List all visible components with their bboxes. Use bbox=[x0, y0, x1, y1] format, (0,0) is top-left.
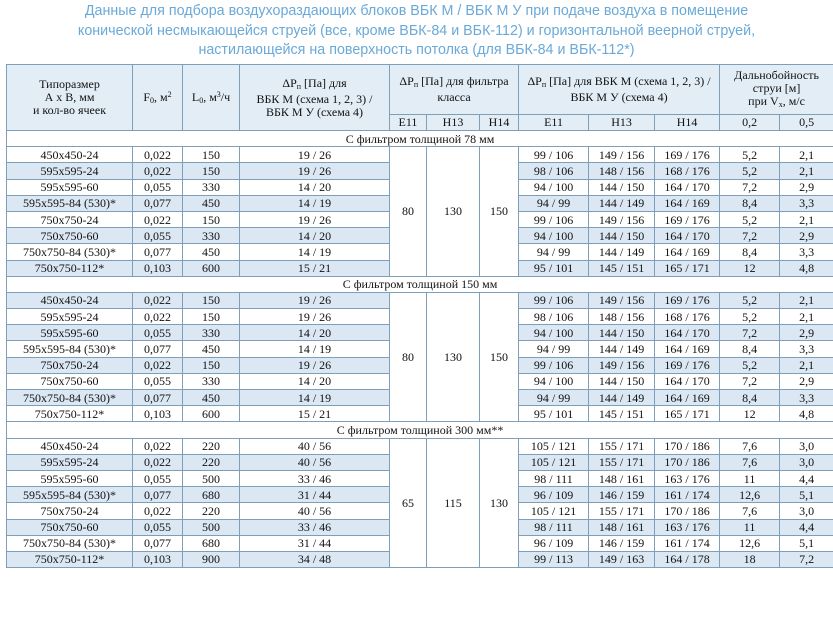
cell-throw-05: 3,0 bbox=[780, 438, 833, 454]
cell-filter-h13: 130 bbox=[427, 147, 480, 277]
cell-size: 750х750-24 bbox=[7, 211, 133, 227]
cell-dp: 14 / 19 bbox=[240, 244, 390, 260]
cell-total-e11: 99 / 106 bbox=[519, 147, 589, 163]
cell-total-e11: 98 / 106 bbox=[519, 163, 589, 179]
cell-total-h13: 155 / 171 bbox=[589, 438, 655, 454]
cell-f0: 0,022 bbox=[133, 163, 183, 179]
col-total-line-2: ВБК М У (схема 4) bbox=[570, 90, 668, 104]
cell-total-h14: 165 / 171 bbox=[655, 406, 720, 422]
cell-l0: 150 bbox=[183, 357, 240, 373]
cell-throw-02: 11 bbox=[720, 519, 780, 535]
cell-filter-h13: 130 bbox=[427, 292, 480, 422]
cell-total-h14: 168 / 176 bbox=[655, 163, 720, 179]
col-dp-header bbox=[240, 65, 390, 131]
cell-size: 450х450-24 bbox=[7, 147, 133, 163]
total-symbol: ΔP bbox=[527, 74, 542, 88]
cell-f0: 0,055 bbox=[133, 373, 183, 389]
cell-throw-05: 2,9 bbox=[780, 325, 833, 341]
cell-throw-05: 2,1 bbox=[780, 357, 833, 373]
col-l0-header bbox=[183, 65, 240, 131]
cell-size: 750х750-112* bbox=[7, 260, 133, 276]
section-header-row bbox=[7, 422, 833, 438]
cell-throw-05: 4,4 bbox=[780, 519, 833, 535]
cell-f0: 0,022 bbox=[133, 211, 183, 227]
cell-throw-05: 2,1 bbox=[780, 211, 833, 227]
cell-size: 750х750-24 bbox=[7, 503, 133, 519]
col-filter-e11: E11 bbox=[390, 115, 427, 131]
section-header-row bbox=[7, 131, 833, 147]
cell-total-h14: 165 / 171 bbox=[655, 260, 720, 276]
cell-l0: 450 bbox=[183, 244, 240, 260]
cell-throw-02: 7,6 bbox=[720, 503, 780, 519]
cell-throw-05: 7,2 bbox=[780, 551, 833, 567]
cell-size: 595х595-84 (530)* bbox=[7, 487, 133, 503]
cell-total-h14: 161 / 174 bbox=[655, 487, 720, 503]
cell-throw-05: 3,3 bbox=[780, 390, 833, 406]
cell-throw-02: 5,2 bbox=[720, 163, 780, 179]
cell-total-h13: 145 / 151 bbox=[589, 406, 655, 422]
col-size-line-2: А х В, мм bbox=[44, 90, 95, 104]
cell-throw-02: 7,2 bbox=[720, 325, 780, 341]
cell-total-e11: 99 / 113 bbox=[519, 551, 589, 567]
cell-dp: 14 / 20 bbox=[240, 228, 390, 244]
cell-f0: 0,022 bbox=[133, 454, 183, 470]
cell-dp: 14 / 19 bbox=[240, 390, 390, 406]
col-filter-line-2: класса bbox=[437, 90, 471, 104]
cell-f0: 0,077 bbox=[133, 195, 183, 211]
cell-throw-05: 4,4 bbox=[780, 470, 833, 486]
col-total-h14: H14 bbox=[655, 115, 720, 131]
throw-symbol: при V bbox=[748, 93, 779, 108]
cell-dp: 19 / 26 bbox=[240, 211, 390, 227]
cell-f0: 0,022 bbox=[133, 309, 183, 325]
cell-f0: 0,077 bbox=[133, 487, 183, 503]
cell-throw-05: 3,3 bbox=[780, 244, 833, 260]
cell-l0: 220 bbox=[183, 438, 240, 454]
cell-dp: 14 / 20 bbox=[240, 373, 390, 389]
col-throw-02: 0,2 bbox=[720, 115, 780, 131]
cell-size: 750х750-84 (530)* bbox=[7, 244, 133, 260]
cell-filter-h14: 150 bbox=[480, 147, 519, 277]
cell-total-h14: 163 / 176 bbox=[655, 519, 720, 535]
cell-throw-02: 5,2 bbox=[720, 357, 780, 373]
cell-throw-02: 18 bbox=[720, 551, 780, 567]
cell-dp: 40 / 56 bbox=[240, 454, 390, 470]
col-throw-line-2: струи [м] bbox=[752, 80, 801, 95]
col-dp-line-1 bbox=[240, 77, 389, 93]
cell-total-h14: 164 / 170 bbox=[655, 325, 720, 341]
cell-size: 750х750-112* bbox=[7, 551, 133, 567]
f0-symbol: F bbox=[143, 90, 151, 104]
cell-throw-05: 2,1 bbox=[780, 147, 833, 163]
cell-total-h13: 149 / 156 bbox=[589, 147, 655, 163]
l0-symbol: L bbox=[191, 90, 200, 104]
cell-throw-02: 7,2 bbox=[720, 373, 780, 389]
col-throw-header bbox=[720, 65, 833, 115]
cell-size: 750х750-84 (530)* bbox=[7, 535, 133, 551]
cell-size: 595х595-84 (530)* bbox=[7, 195, 133, 211]
l0-tail: /ч bbox=[220, 90, 231, 104]
cell-l0: 600 bbox=[183, 260, 240, 276]
cell-total-e11: 98 / 111 bbox=[519, 470, 589, 486]
cell-f0: 0,055 bbox=[133, 228, 183, 244]
cell-total-h14: 169 / 176 bbox=[655, 357, 720, 373]
cell-throw-02: 12,6 bbox=[720, 487, 780, 503]
cell-total-h13: 144 / 149 bbox=[589, 341, 655, 357]
cell-size: 750х750-60 bbox=[7, 373, 133, 389]
cell-total-h14: 164 / 169 bbox=[655, 195, 720, 211]
cell-total-e11: 94 / 99 bbox=[519, 244, 589, 260]
cell-throw-05: 2,9 bbox=[780, 228, 833, 244]
cell-dp: 19 / 26 bbox=[240, 147, 390, 163]
cell-throw-02: 7,6 bbox=[720, 438, 780, 454]
col-size-line-1: Типоразмер bbox=[39, 77, 100, 91]
cell-total-h13: 155 / 171 bbox=[589, 503, 655, 519]
cell-size: 750х750-60 bbox=[7, 228, 133, 244]
cell-total-h13: 149 / 163 bbox=[589, 551, 655, 567]
throw-tail: , м/с bbox=[782, 93, 805, 108]
cell-total-h13: 148 / 156 bbox=[589, 309, 655, 325]
cell-total-h14: 164 / 169 bbox=[655, 341, 720, 357]
cell-f0: 0,022 bbox=[133, 503, 183, 519]
cell-size: 750х750-60 bbox=[7, 519, 133, 535]
cell-dp: 34 / 48 bbox=[240, 551, 390, 567]
cell-filter-h14: 130 bbox=[480, 438, 519, 568]
cell-total-e11: 94 / 100 bbox=[519, 179, 589, 195]
cell-l0: 330 bbox=[183, 373, 240, 389]
cell-total-h14: 169 / 176 bbox=[655, 147, 720, 163]
cell-f0: 0,103 bbox=[133, 260, 183, 276]
cell-total-h14: 170 / 186 bbox=[655, 438, 720, 454]
cell-total-e11: 94 / 100 bbox=[519, 325, 589, 341]
cell-throw-02: 5,2 bbox=[720, 147, 780, 163]
col-dp-line-2: ВБК М (схема 1, 2, 3) / bbox=[256, 91, 373, 106]
cell-l0: 150 bbox=[183, 211, 240, 227]
cell-l0: 600 bbox=[183, 406, 240, 422]
cell-l0: 220 bbox=[183, 454, 240, 470]
cell-total-e11: 94 / 100 bbox=[519, 373, 589, 389]
cell-throw-02: 8,4 bbox=[720, 341, 780, 357]
dp-tail: [Па] для bbox=[301, 75, 347, 90]
cell-dp: 19 / 26 bbox=[240, 357, 390, 373]
cell-l0: 150 bbox=[183, 147, 240, 163]
cell-f0: 0,103 bbox=[133, 551, 183, 567]
cell-l0: 500 bbox=[183, 519, 240, 535]
cell-throw-05: 4,8 bbox=[780, 406, 833, 422]
cell-f0: 0,055 bbox=[133, 179, 183, 195]
cell-size: 595х595-60 bbox=[7, 179, 133, 195]
cell-total-h14: 164 / 170 bbox=[655, 373, 720, 389]
cell-throw-05: 2,1 bbox=[780, 163, 833, 179]
cell-throw-05: 2,9 bbox=[780, 179, 833, 195]
page-title bbox=[0, 0, 833, 64]
cell-f0: 0,022 bbox=[133, 438, 183, 454]
cell-total-h14: 161 / 174 bbox=[655, 535, 720, 551]
cell-throw-02: 7,2 bbox=[720, 179, 780, 195]
cell-dp: 19 / 26 bbox=[240, 309, 390, 325]
table-row bbox=[7, 438, 833, 454]
filter-symbol: ΔP bbox=[399, 74, 414, 88]
cell-f0: 0,022 bbox=[133, 292, 183, 308]
l0-sup: 3 bbox=[216, 90, 221, 99]
cell-total-h13: 149 / 156 bbox=[589, 292, 655, 308]
cell-total-e11: 99 / 106 bbox=[519, 357, 589, 373]
col-throw-05: 0,5 bbox=[780, 115, 833, 131]
col-total-line-1 bbox=[519, 75, 719, 91]
cell-throw-05: 3,3 bbox=[780, 195, 833, 211]
dp-sub: п bbox=[296, 81, 302, 91]
cell-filter-h13: 115 bbox=[427, 438, 480, 568]
cell-total-h13: 148 / 161 bbox=[589, 519, 655, 535]
cell-dp: 14 / 19 bbox=[240, 195, 390, 211]
cell-throw-05: 4,8 bbox=[780, 260, 833, 276]
cell-filter-e11: 80 bbox=[390, 147, 427, 277]
cell-l0: 150 bbox=[183, 292, 240, 308]
cell-size: 750х750-24 bbox=[7, 357, 133, 373]
cell-f0: 0,055 bbox=[133, 325, 183, 341]
cell-l0: 150 bbox=[183, 309, 240, 325]
cell-throw-02: 5,2 bbox=[720, 309, 780, 325]
cell-total-e11: 94 / 99 bbox=[519, 195, 589, 211]
l0-unit: , м bbox=[203, 90, 217, 104]
cell-total-h14: 169 / 176 bbox=[655, 211, 720, 227]
cell-size: 595х595-84 (530)* bbox=[7, 341, 133, 357]
cell-size: 595х595-24 bbox=[7, 454, 133, 470]
cell-filter-h14: 150 bbox=[480, 292, 519, 422]
col-size-header bbox=[7, 65, 133, 131]
cell-total-e11: 96 / 109 bbox=[519, 487, 589, 503]
cell-total-h13: 144 / 150 bbox=[589, 373, 655, 389]
cell-l0: 680 bbox=[183, 535, 240, 551]
cell-dp: 40 / 56 bbox=[240, 503, 390, 519]
cell-throw-02: 5,2 bbox=[720, 292, 780, 308]
cell-total-h13: 144 / 150 bbox=[589, 179, 655, 195]
col-throw-line-3 bbox=[720, 95, 833, 111]
cell-size: 595х595-24 bbox=[7, 309, 133, 325]
cell-size: 595х595-24 bbox=[7, 163, 133, 179]
cell-total-h14: 164 / 169 bbox=[655, 244, 720, 260]
cell-size: 595х595-60 bbox=[7, 470, 133, 486]
cell-throw-05: 2,1 bbox=[780, 292, 833, 308]
cell-dp: 33 / 46 bbox=[240, 519, 390, 535]
cell-total-e11: 98 / 111 bbox=[519, 519, 589, 535]
cell-size: 750х750-84 (530)* bbox=[7, 390, 133, 406]
cell-total-h13: 144 / 149 bbox=[589, 244, 655, 260]
section-title: С фильтром толщиной 150 мм bbox=[7, 276, 833, 292]
section-title: С фильтром толщиной 78 мм bbox=[7, 131, 833, 147]
cell-throw-05: 5,1 bbox=[780, 487, 833, 503]
cell-throw-05: 3,0 bbox=[780, 454, 833, 470]
cell-f0: 0,103 bbox=[133, 406, 183, 422]
cell-total-e11: 94 / 99 bbox=[519, 390, 589, 406]
table-row bbox=[7, 292, 833, 308]
cell-throw-05: 3,0 bbox=[780, 503, 833, 519]
title-line-3: настилающейся на поверхность потолка (для ВБК-84 и ВБК-112*) bbox=[198, 42, 635, 58]
table-row bbox=[7, 147, 833, 163]
cell-total-h13: 146 / 159 bbox=[589, 535, 655, 551]
cell-total-h13: 145 / 151 bbox=[589, 260, 655, 276]
cell-dp: 31 / 44 bbox=[240, 535, 390, 551]
cell-total-e11: 98 / 106 bbox=[519, 309, 589, 325]
col-total-h13: H13 bbox=[589, 115, 655, 131]
col-size-line-3: и кол-во ячеек bbox=[32, 103, 107, 117]
cell-l0: 450 bbox=[183, 341, 240, 357]
cell-total-h13: 148 / 156 bbox=[589, 163, 655, 179]
cell-throw-02: 8,4 bbox=[720, 244, 780, 260]
cell-l0: 450 bbox=[183, 195, 240, 211]
cell-total-h13: 148 / 161 bbox=[589, 470, 655, 486]
cell-throw-02: 12 bbox=[720, 406, 780, 422]
cell-total-e11: 96 / 109 bbox=[519, 535, 589, 551]
cell-size: 595х595-60 bbox=[7, 325, 133, 341]
cell-dp: 15 / 21 bbox=[240, 260, 390, 276]
cell-throw-02: 5,2 bbox=[720, 211, 780, 227]
title-line-2: конической несмыкающейся струей (все, кроме ВБК-84 и ВБК-112) и горизонтальной веерной струей, bbox=[77, 22, 756, 39]
cell-total-h13: 144 / 150 bbox=[589, 228, 655, 244]
cell-l0: 220 bbox=[183, 503, 240, 519]
cell-total-h13: 155 / 171 bbox=[589, 454, 655, 470]
cell-l0: 900 bbox=[183, 551, 240, 567]
cell-total-h13: 149 / 156 bbox=[589, 211, 655, 227]
f0-unit: , м bbox=[154, 90, 168, 104]
cell-size: 750х750-112* bbox=[7, 406, 133, 422]
cell-filter-e11: 65 bbox=[390, 438, 427, 568]
cell-dp: 33 / 46 bbox=[240, 470, 390, 486]
cell-total-h14: 164 / 170 bbox=[655, 228, 720, 244]
cell-throw-02: 12,6 bbox=[720, 535, 780, 551]
cell-total-h13: 146 / 159 bbox=[589, 487, 655, 503]
cell-l0: 450 bbox=[183, 390, 240, 406]
cell-f0: 0,022 bbox=[133, 357, 183, 373]
total-sub: п bbox=[541, 80, 547, 89]
cell-f0: 0,077 bbox=[133, 535, 183, 551]
cell-dp: 14 / 20 bbox=[240, 179, 390, 195]
col-dp-line-3: ВБК М У (схема 4) bbox=[265, 104, 364, 119]
cell-throw-02: 8,4 bbox=[720, 390, 780, 406]
cell-l0: 330 bbox=[183, 228, 240, 244]
cell-total-h14: 164 / 169 bbox=[655, 390, 720, 406]
cell-total-e11: 95 / 101 bbox=[519, 406, 589, 422]
cell-total-h13: 144 / 149 bbox=[589, 195, 655, 211]
throw-sub: x bbox=[778, 99, 783, 109]
cell-f0: 0,077 bbox=[133, 244, 183, 260]
cell-l0: 680 bbox=[183, 487, 240, 503]
cell-total-h14: 164 / 170 bbox=[655, 179, 720, 195]
cell-dp: 14 / 20 bbox=[240, 325, 390, 341]
filter-tail: [Па] для фильтра bbox=[418, 74, 509, 88]
data-table bbox=[6, 64, 833, 568]
col-f0-header bbox=[133, 65, 183, 131]
cell-throw-05: 2,9 bbox=[780, 373, 833, 389]
cell-total-h14: 169 / 176 bbox=[655, 292, 720, 308]
title-line-1: Данные для подбора воздухораздающих блоков ВБК М / ВБК М У при подаче воздуха в помещение bbox=[84, 3, 749, 19]
f0-sup: 2 bbox=[167, 90, 172, 99]
cell-l0: 330 bbox=[183, 325, 240, 341]
cell-dp: 15 / 21 bbox=[240, 406, 390, 422]
cell-f0: 0,077 bbox=[133, 341, 183, 357]
cell-total-h14: 163 / 176 bbox=[655, 470, 720, 486]
cell-f0: 0,077 bbox=[133, 390, 183, 406]
cell-throw-05: 3,3 bbox=[780, 341, 833, 357]
cell-throw-02: 12 bbox=[720, 260, 780, 276]
cell-dp: 19 / 26 bbox=[240, 163, 390, 179]
l0-sub: 0 bbox=[199, 96, 204, 105]
col-filter-h13: H13 bbox=[427, 115, 480, 131]
cell-f0: 0,055 bbox=[133, 519, 183, 535]
col-total-header bbox=[519, 65, 720, 115]
total-tail: [Па] для ВБК М (схема 1, 2, 3) / bbox=[546, 74, 711, 88]
cell-total-h13: 144 / 149 bbox=[589, 390, 655, 406]
filter-sub: п bbox=[413, 80, 419, 89]
cell-total-e11: 94 / 99 bbox=[519, 341, 589, 357]
col-filter-line-1 bbox=[390, 75, 518, 91]
cell-total-h14: 170 / 186 bbox=[655, 454, 720, 470]
cell-size: 450х450-24 bbox=[7, 292, 133, 308]
cell-throw-02: 8,4 bbox=[720, 195, 780, 211]
col-total-e11: E11 bbox=[519, 115, 589, 131]
cell-total-h14: 170 / 186 bbox=[655, 503, 720, 519]
section-header-row bbox=[7, 276, 833, 292]
cell-dp: 14 / 19 bbox=[240, 341, 390, 357]
cell-total-e11: 95 / 101 bbox=[519, 260, 589, 276]
cell-total-e11: 105 / 121 bbox=[519, 454, 589, 470]
cell-l0: 500 bbox=[183, 470, 240, 486]
cell-f0: 0,055 bbox=[133, 470, 183, 486]
cell-l0: 330 bbox=[183, 179, 240, 195]
cell-total-e11: 94 / 100 bbox=[519, 228, 589, 244]
cell-total-e11: 105 / 121 bbox=[519, 438, 589, 454]
cell-l0: 150 bbox=[183, 163, 240, 179]
cell-total-e11: 105 / 121 bbox=[519, 503, 589, 519]
cell-throw-02: 7,2 bbox=[720, 228, 780, 244]
table-header bbox=[7, 65, 833, 131]
col-filter-header bbox=[390, 65, 519, 115]
col-filter-h14: H14 bbox=[480, 115, 519, 131]
cell-throw-05: 2,1 bbox=[780, 309, 833, 325]
col-throw-line-1: Дальнобойность bbox=[734, 67, 819, 82]
cell-dp: 40 / 56 bbox=[240, 438, 390, 454]
cell-dp: 31 / 44 bbox=[240, 487, 390, 503]
cell-size: 450х450-24 bbox=[7, 438, 133, 454]
cell-throw-02: 11 bbox=[720, 470, 780, 486]
section-title: С фильтром толщиной 300 мм** bbox=[7, 422, 833, 438]
cell-total-e11: 99 / 106 bbox=[519, 211, 589, 227]
dp-symbol: ΔP bbox=[282, 75, 297, 90]
cell-throw-05: 5,1 bbox=[780, 535, 833, 551]
cell-dp: 19 / 26 bbox=[240, 292, 390, 308]
cell-f0: 0,022 bbox=[133, 147, 183, 163]
cell-total-h13: 149 / 156 bbox=[589, 357, 655, 373]
cell-total-h13: 144 / 150 bbox=[589, 325, 655, 341]
cell-total-h14: 164 / 178 bbox=[655, 551, 720, 567]
cell-filter-e11: 80 bbox=[390, 292, 427, 422]
cell-throw-02: 7,6 bbox=[720, 454, 780, 470]
cell-total-e11: 99 / 106 bbox=[519, 292, 589, 308]
table-body bbox=[7, 131, 833, 568]
f0-sub: 0 bbox=[150, 96, 155, 105]
cell-total-h14: 168 / 176 bbox=[655, 309, 720, 325]
